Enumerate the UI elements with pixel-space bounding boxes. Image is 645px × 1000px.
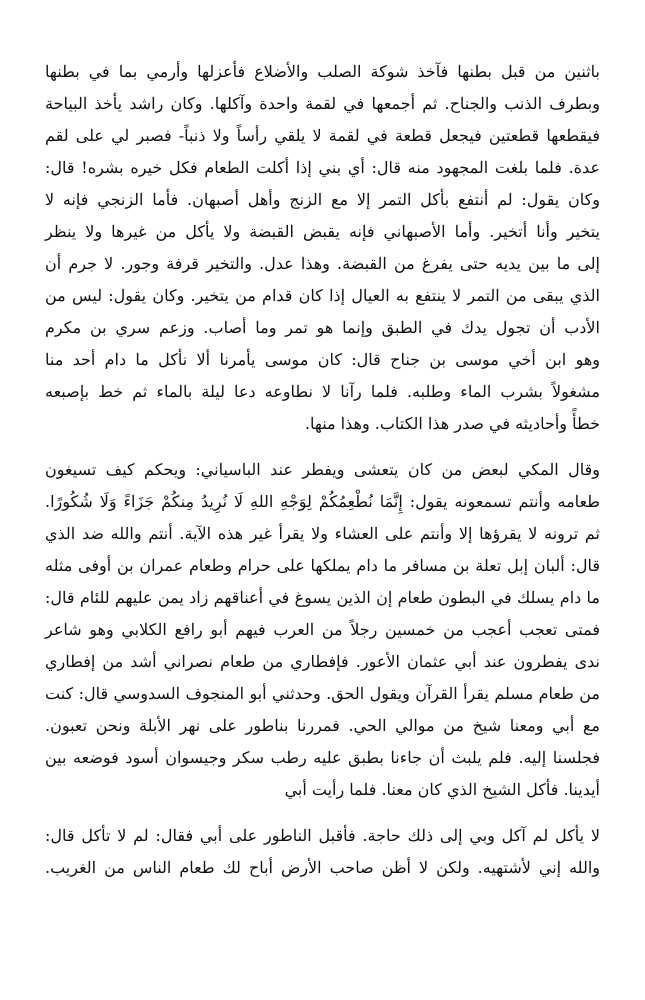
text-line: ندى يفطرون عند أبي عثمان الأعور. فإفطاري من طعام نصراني أشد من إفطاري [45,652,600,671]
text-line: فمتى تعجب أعجب من خمسين رجلاً من العرب فيهم أبو رافع الكلابي وهو شاعر [45,620,600,639]
text-line: أيدينا. فأكل الشيخ الذي كان معنا. فلما رأيت أبي [284,780,600,799]
text-line: فيقطعها قطعتين فيجعل قطعة في لقمة لا يلقي رأساً ولا ذنباً- فصبر لي على لقم [45,126,600,145]
text-line: من طعام مسلم يقرأ القرآن ويقول الحق. وحدثني أبو المنجوف السدوسي قال: كنت [45,684,600,703]
text-line: الذي يبقى من التمر لا ينتفع به العيال إذا كان قدام من يتخير. وكان يقول: ليس من [45,286,600,305]
text-line: إلى ما بين يديه حتى يفرغ من القبضة. وهذا عدل. والتخير قرفة وجور. لا جرم أن [45,254,601,273]
text-line: والله إني لأشتهيه. ولكن لا أظن صاحب الأرض أباح لك طعام الناس من الغريب. [45,858,600,877]
paragraph-3 [45,820,600,884]
text-line: لا يأكل لم آكل وبي إلى ذلك حاجة. فأقبل الناطور على أبي فقال: لم لا تأكل قال: [45,826,600,845]
text-line: ما دام يسلك في البطون طعام إن الذين يسوغ في أعناقهم زاد يمن عليهم للئام قال: [45,588,600,607]
text-line: وقال المكي لبعض من كان يتعشى ويفطر عند الباسياني: ويحكم كيف تسيغون [45,460,600,479]
text-line: مشغولاً بشرب الماء وطلبه. فلما رآنا لا نطاوعه دعا ليلة بالماء ثم خط بإصبعه [45,382,600,401]
text-line: مع أبي ومعنا شيخ من موالي الحي. فمررنا بناطور على نهر الأبلة ونحن تعبون. [45,716,600,735]
text-line: باثنين من قبل بطنها فآخذ شوكة الصلب والأضلاع فأعزلها وأرمي بما في بطنها [45,62,600,81]
paragraph-2 [45,454,600,806]
text-line: قال: ألبان إبل تعلة بن مسافر ما دام يملكها على حرام وطعام عمران بن أوفى مثله [45,556,600,575]
text-line: خطأً وأحاديثه في صدر هذا الكتاب. وهذا منها. [304,414,600,433]
text-line: وكان يقول: لم أنتفع بأكل التمر إلا مع الزنج وأهل أصبهان. فأما الزنجي فإنه لا [45,190,600,209]
text-line: ثم ترونه لا يقرؤها إلا وأنتم على العشاء ولا يقرأ غير هذه الآية. أنتم والله ضد الذي [45,524,600,543]
text-line: الأدب أن تجول يدك في الطبق وإنما هو تمر وما أصاب. وزعم سري بن مكرم [45,318,600,337]
paragraph-1 [45,56,600,440]
text-line: وبطرف الذنب والجناح. ثم أجمعها في لقمة واحدة وآكلها. وكان راشد يأخذ البياحة [45,94,600,113]
text-line: وهو ابن أخي موسى بن جناح قال: كان موسى يأمرنا ألا نأكل ما دام أحد منا [45,350,600,369]
text-line: يتخير وأنا أتخير. وأما الأصبهاني فإنه يقبض القبضة ولا يأكل من غيرها ولا ينظر [45,222,600,241]
text-line: طعامه وأنتم تسمعونه يقول: إِنَّمَا نُطْعِمُكُمْ لِوَجْهِ اللهِ لَا نُرِيدُ مِنكُمْ جَزَاءً وَلَا شُكُورًا. [45,492,600,511]
text-line: عدة. فلما بلغت المجهود منه قال: أي بني إذا أكلت الطعام فكل خيره بشره! قال: [45,158,600,177]
document-page [45,56,600,898]
text-line: فجلسنا إليه. فلم يلبث أن جاءنا بطبق عليه رطب سكر وجيسوان أسود فوضعه بين [45,748,601,767]
